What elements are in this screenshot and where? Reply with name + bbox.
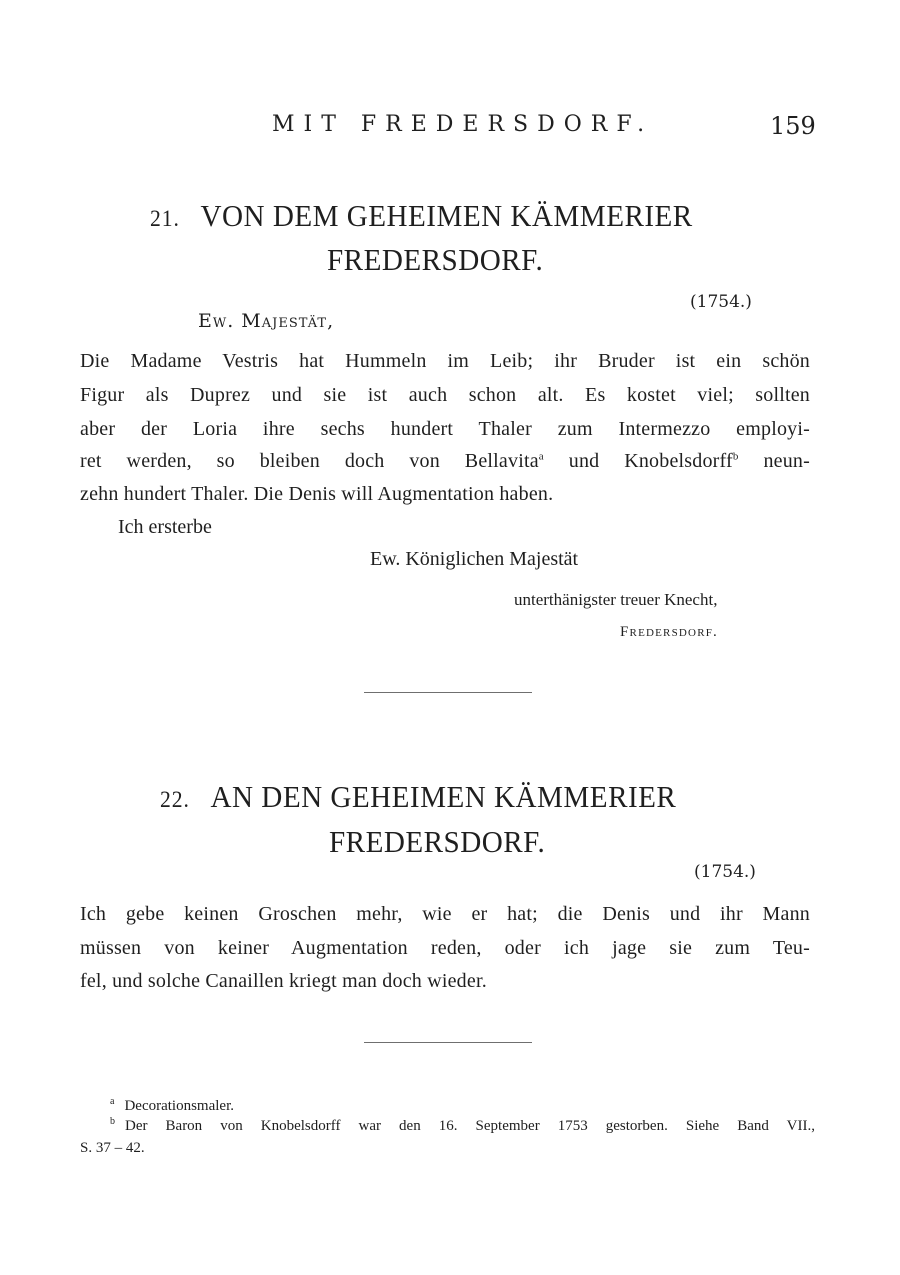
closing-line-2: Ew. Königlichen Majestät <box>370 548 579 570</box>
letter-21-salutation: Ew. Majestät, <box>198 310 335 332</box>
running-head: MIT FREDERSDORF. <box>272 112 654 137</box>
section-divider <box>364 1042 532 1043</box>
footnote-b-continuation: S. 37 – 42. <box>80 1140 145 1156</box>
letter-21-title-line1: VON DEM GEHEIMEN KÄMMERIER <box>200 198 693 233</box>
letter-22-line-3: fel, und solche Canaillen kriegt man doch wieder. <box>80 970 487 992</box>
letter-21-title <box>150 198 693 234</box>
letter-22-number: 22. <box>160 787 190 812</box>
letter-22-line-2: müssen von keiner Augmentation reden, oder ich jage sie zum Teu- <box>80 937 810 959</box>
letter-22-title-line2: FREDERSDORF. <box>329 824 546 859</box>
letter-21-line-4a: ret werden, so bleiben doch von Bellavita <box>80 450 539 472</box>
letter-21-line-3: aber der Loria ihre sechs hundert Thaler zum Intermezzo employi- <box>80 418 810 440</box>
letter-22-date: (1754.) <box>694 862 756 882</box>
footnote-a-mark: a <box>110 1096 115 1107</box>
letter-21-line-1: Die Madame Vestris hat Hummeln im Leib; ihr Bruder ist ein schön <box>80 350 810 372</box>
letter-22-title <box>160 779 676 815</box>
footnote-b <box>110 1118 815 1135</box>
letter-21-number: 21. <box>150 206 180 231</box>
letter-22-line-1: Ich gebe keinen Groschen mehr, wie er hat; die Denis und ihr Mann <box>80 903 810 925</box>
letter-21-line-4b: und Knobelsdorff <box>568 450 733 472</box>
letter-21-line-2: Figur als Duprez und sie ist auch schon alt. Es kostet viel; sollten <box>80 384 810 406</box>
letter-21-line-5: zehn hundert Thaler. Die Denis will Augmentation haben. <box>80 483 554 505</box>
letter-21-line-4 <box>80 450 810 473</box>
letter-21-title-line2: FREDERSDORF. <box>327 242 544 277</box>
footnote-mark-a: a <box>538 450 544 463</box>
footnote-b-text: Der Baron von Knobelsdorff war den 16. September 1753 gestorben. Siehe Band VII., <box>125 1118 815 1134</box>
footnote-a <box>110 1098 234 1115</box>
closing-line-1: Ich ersterbe <box>118 516 212 538</box>
letter-22-title-line1: AN DEN GEHEIMEN KÄMMERIER <box>210 779 677 814</box>
section-divider <box>364 692 532 693</box>
footnote-mark-b: b <box>732 450 739 463</box>
letter-21-line-4c: neun- <box>763 450 810 472</box>
closing-line-3: unterthänigster treuer Knecht, <box>514 590 718 609</box>
page-number: 159 <box>770 112 816 140</box>
signature: Fredersdorf. <box>620 624 719 640</box>
letter-21-date: (1754.) <box>690 292 752 312</box>
footnote-b-mark: b <box>110 1116 115 1127</box>
footnote-a-text: Decorationsmaler. <box>124 1098 234 1114</box>
